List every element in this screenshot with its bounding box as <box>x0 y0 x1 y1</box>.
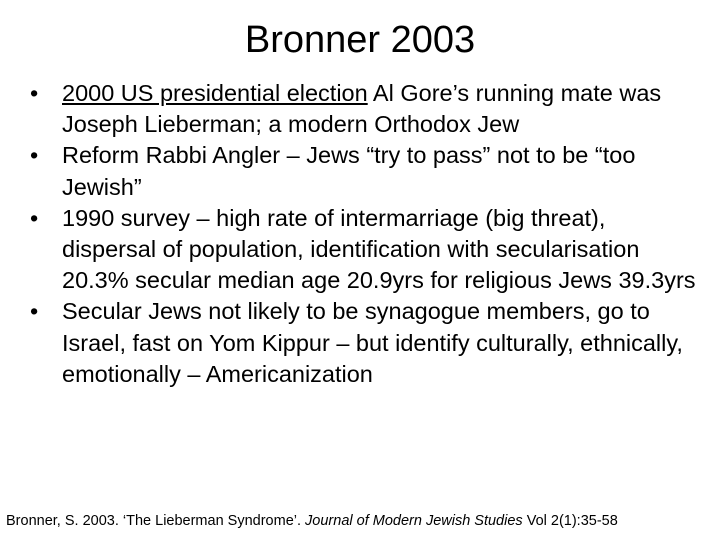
citation-volume: Vol 2(1):35-58 <box>522 513 618 529</box>
citation-article: ‘The Lieberman Syndrome’. <box>122 513 306 529</box>
bullet-text: Al Gore’s running mate was Joseph Lieberman; a modern Orthodox Jew <box>62 80 662 138</box>
citation <box>6 511 718 531</box>
bullet-text: Secular Jews not likely to be synagogue members, go to Israel, fast on Yom Kippur – but identify culturally, ethnically, emotionally – Americanization <box>62 298 683 387</box>
bullet-text: 1990 survey – high rate of intermarriage (big threat), dispersal of population, identification with secularisation 20.3% secular median age 20.9yrs for religious Jews 39.3yrs <box>62 204 696 294</box>
bullet-list <box>30 78 705 390</box>
bullet-marker: • <box>30 298 39 325</box>
bullet-item-survey <box>30 203 705 297</box>
bullet-marker: • <box>30 204 39 231</box>
bullet-marker: • <box>30 142 39 169</box>
bullet-item-reform-rabbi <box>30 140 705 202</box>
bullet-item-election <box>30 78 705 140</box>
bullet-underlined-text: 2000 US presidential election <box>62 80 368 106</box>
bullet-item-secular-jews <box>30 296 705 390</box>
bullet-text: Reform Rabbi Angler – Jews “try to pass” not to be “too Jewish” <box>62 142 636 200</box>
citation-author: Bronner, S. 2003. <box>6 513 123 529</box>
citation-journal: Journal of Modern Jewish Studies <box>305 513 523 529</box>
bullet-marker: • <box>30 80 39 106</box>
slide-title: Bronner 2003 <box>244 19 476 61</box>
